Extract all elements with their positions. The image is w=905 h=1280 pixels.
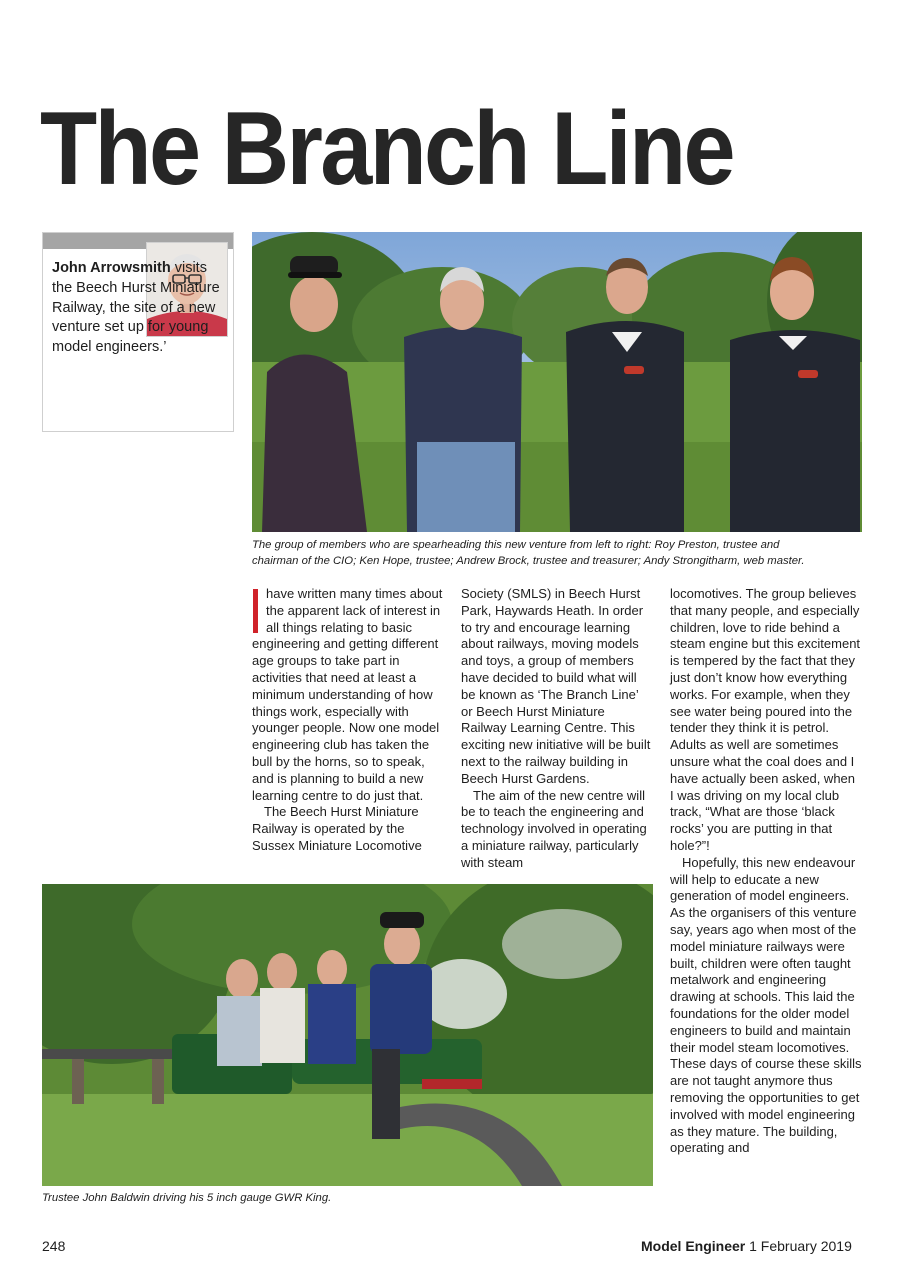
standfirst-box [42,232,234,432]
article-column-1 [252,586,444,855]
train-photo-caption: Trustee John Baldwin driving his 5 inch gauge GWR King. [42,1192,332,1204]
paragraph: The aim of the new centre will be to teach the engineering and technology involved in operating a miniature railway, particularly with steam [461,787,647,870]
footer-date: 1 February 2019 [749,1238,852,1254]
footer-masthead [641,1238,852,1254]
paragraph: Hopefully, this new endeavour will help to educate a new generation of model engineers. As the organisers of this venture say, years ago when most of the model miniature railways were built, children were often taught metalwork and engineering drawing at schools. This laid the foundations for the older model engineers to build and maintain their model steam locomotives. These days of course these skills are not taught anymore thus removing the opportunities to get involved with model engineering as they mature. The building, operating and [670,854,862,1156]
drop-cap-bar [253,589,258,633]
standfirst-body: visits the Beech Hurst Miniature Railway, the site of a new venture set up for young model engineers.’ [52,260,220,356]
group-photo [252,232,862,532]
group-photo-caption: The group of members who are spearheading this new venture from left to right: Roy Preston, trustee and chairman of the CIO; Ken Hope, trustee; Andrew Brock, trustee and treasurer; Andy Strongitharm, web master. [252,539,805,567]
standfirst-text [52,259,228,358]
paragraph: Society (SMLS) in Beech Hurst Park, Haywards Heath. In order to try and encourage learning about railways, moving models and toys, a group of members have decided to build what will be known as ‘The Branch Line’ or Beech Hurst Miniature Railway Learning Centre. This exciting new initiative will be built next to the railway building in Beech Hurst Gardens. [461,586,651,786]
page-title: The Branch Line [40,91,733,207]
footer-magazine: Model Engineer [641,1238,746,1254]
page-number: 248 [42,1238,66,1254]
article-column-3 [670,586,862,1157]
paragraph: locomotives. The group believes that many people, and especially children, love to ride behind a steam engine but this excitement is tempered by the fact that they just don’t know how everything works. For example, when they see water being poured into the tender they think it is petrol. Adults as well are sometimes unsure what the coal does and I have actually been asked, when I was driving on my local club track, “What are those ‘black rocks’ you are putting in that hole?”! [670,586,861,853]
author-name: John Arrowsmith [52,260,171,276]
article-column-2 [461,586,653,872]
paragraph: have written many times about the apparent lack of interest in all things relating to basic engineering and getting different age groups to take part in activities that need at least a minimum understanding of how things work, especially with younger people. Now one model engineering club has taken the bull by the horns, so to speak, and is planning to build a new learning centre to do just that. [252,586,443,803]
paragraph: The Beech Hurst Miniature Railway is operated by the Sussex Miniature Locomotive [252,804,422,853]
train-photo [42,884,653,1186]
